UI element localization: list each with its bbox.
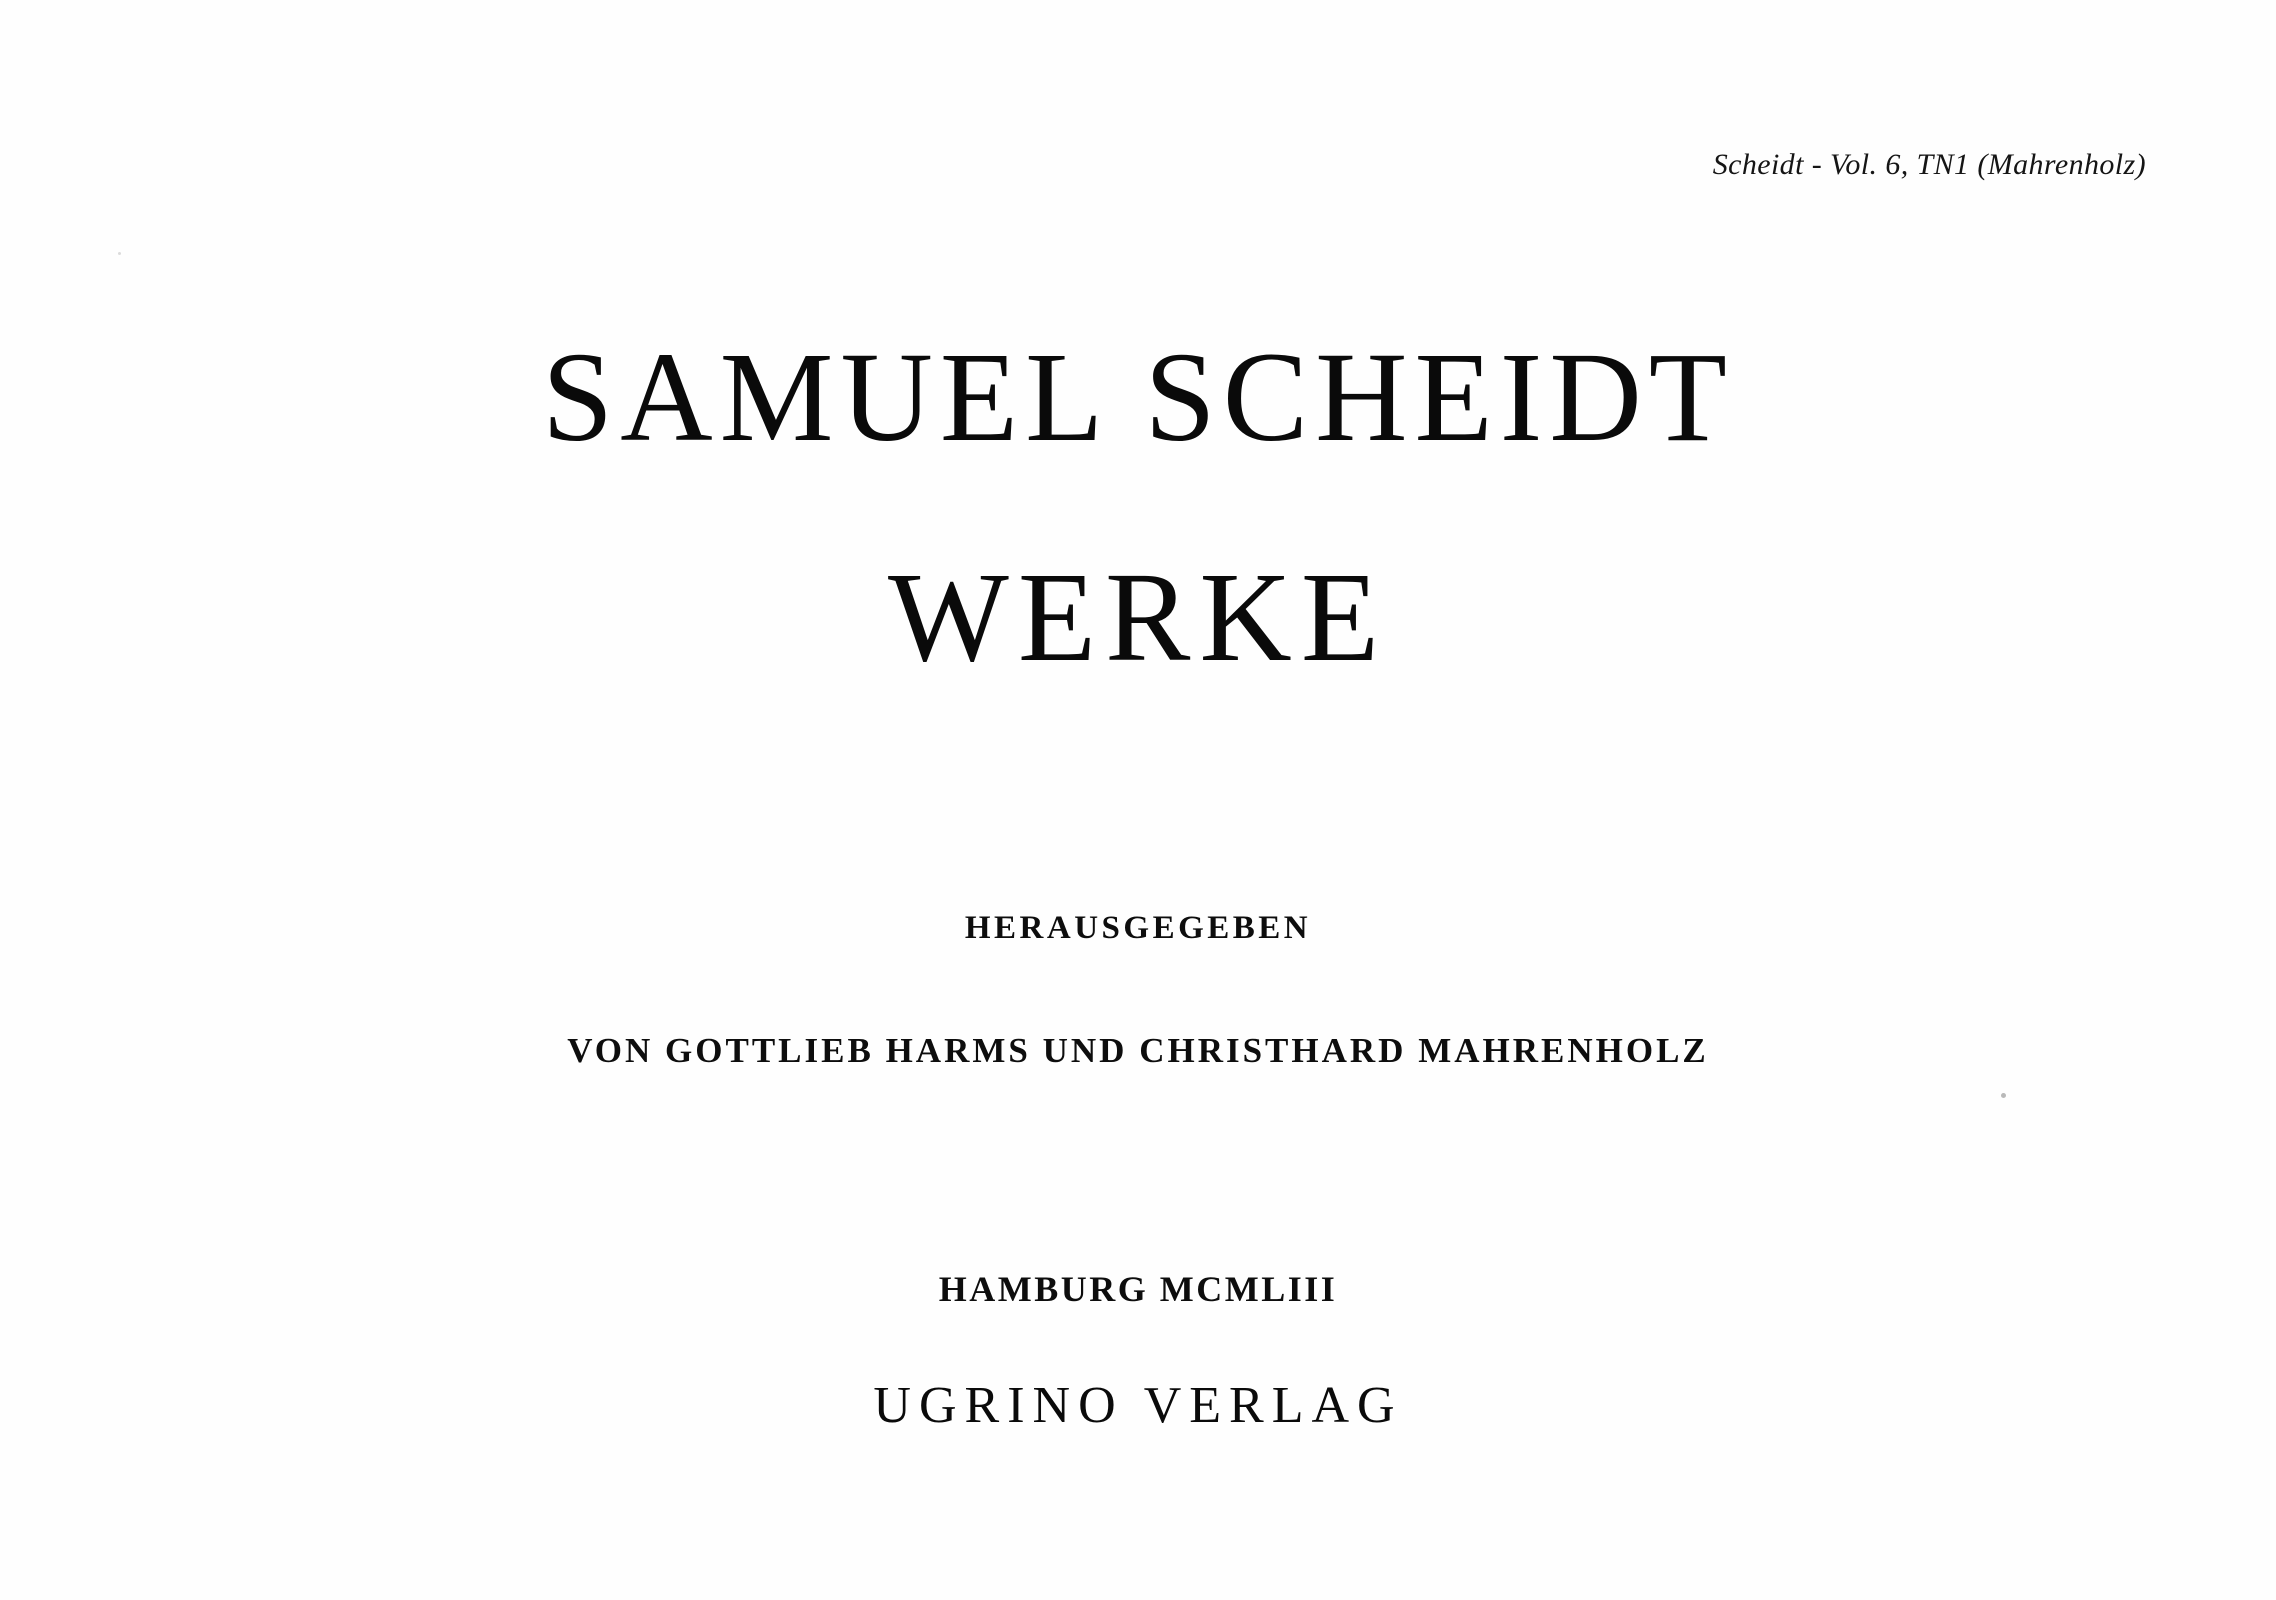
title-block: [0, 326, 2276, 689]
imprint-block: [0, 1268, 2276, 1435]
page-title-line-2: WERKE: [888, 546, 1388, 689]
scan-speck-artifact: [118, 252, 121, 255]
catalog-annotation: Scheidt - Vol. 6, TN1 (Mahrenholz): [1712, 148, 2146, 181]
page-title-line-1: SAMUEL SCHEIDT: [542, 326, 1734, 468]
edited-by-label: HERAUSGEGEBEN: [964, 910, 1312, 946]
editors-names: VON GOTTLIEB HARMS UND CHRISTHARD MAHRENHOLZ: [567, 1031, 1709, 1070]
credits-block: [0, 910, 2276, 1071]
imprint-publisher: UGRINO VERLAG: [873, 1377, 1403, 1434]
imprint-place-year: HAMBURG MCMLIII: [938, 1269, 1338, 1309]
scan-speck-artifact: [2001, 1093, 2006, 1098]
